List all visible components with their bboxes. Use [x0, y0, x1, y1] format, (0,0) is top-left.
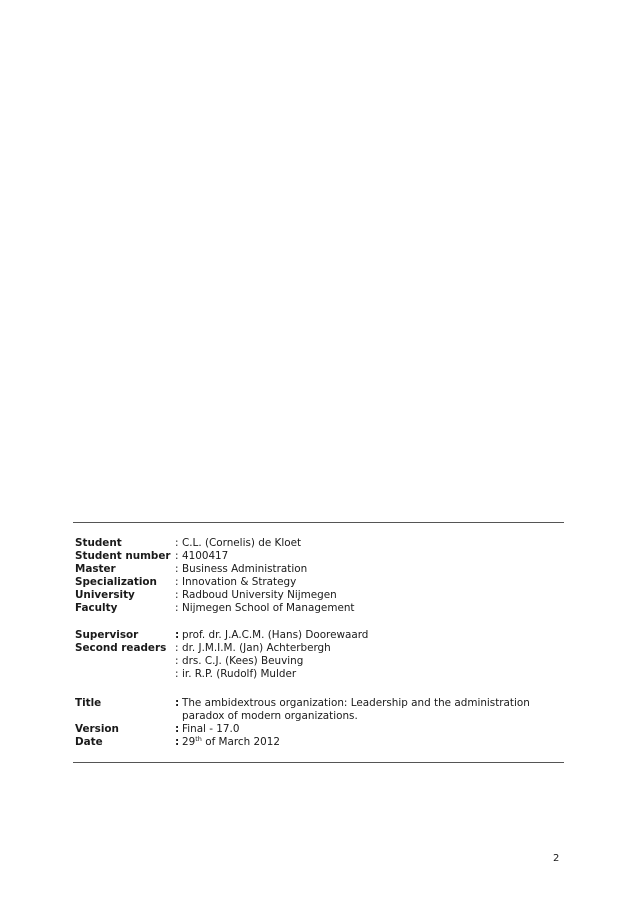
colon: : [175, 697, 180, 709]
supervisor-label: Supervisor [75, 629, 139, 641]
title-value: The ambidextrous organization: Leadership and the administration paradox of modern organizations. [182, 697, 530, 722]
colon: : [175, 602, 179, 614]
colon: : [175, 537, 179, 549]
master-value: Business Administration [182, 563, 308, 575]
colon: : [175, 589, 179, 601]
date-suffix: th [195, 735, 202, 743]
faculty-label: Faculty [75, 602, 118, 614]
page-number: 2 [553, 853, 560, 864]
master-label: Master [75, 563, 116, 575]
date-label: Date [75, 736, 103, 748]
colon: : [175, 576, 179, 588]
date-value [182, 736, 280, 749]
supervisor-value: prof. dr. J.A.C.M. (Hans) Doorewaard [182, 629, 369, 641]
colon: : [175, 736, 180, 748]
colon: : [175, 642, 179, 654]
university-label: University [75, 589, 135, 601]
student-number-value: 4100417 [182, 550, 229, 562]
student-number-label: Student number [75, 550, 171, 562]
specialization-value: Innovation & Strategy [182, 576, 297, 588]
colon: : [175, 668, 179, 680]
date-rest: of March 2012 [201, 736, 280, 748]
colon: : [175, 723, 180, 735]
colon: : [175, 629, 180, 641]
top-divider [73, 522, 564, 523]
date-day: 29 [182, 736, 196, 748]
faculty-value: Nijmegen School of Management [182, 602, 355, 614]
colon: : [175, 550, 179, 562]
specialization-label: Specialization [75, 576, 157, 588]
version-value: Final - 17.0 [182, 723, 240, 735]
colon: : [175, 563, 179, 575]
second-reader-3: ir. R.P. (Rudolf) Mulder [182, 668, 297, 680]
second-reader-1: dr. J.M.I.M. (Jan) Achterbergh [182, 642, 331, 654]
title-label: Title [75, 697, 102, 709]
student-value: C.L. (Cornelis) de Kloet [182, 537, 302, 549]
version-label: Version [75, 723, 119, 735]
bottom-divider [73, 762, 564, 763]
colon: : [175, 655, 179, 667]
university-value: Radboud University Nijmegen [182, 589, 337, 601]
second-readers-label: Second readers [75, 642, 167, 654]
student-label: Student [75, 537, 122, 549]
second-reader-2: drs. C.J. (Kees) Beuving [182, 655, 304, 667]
